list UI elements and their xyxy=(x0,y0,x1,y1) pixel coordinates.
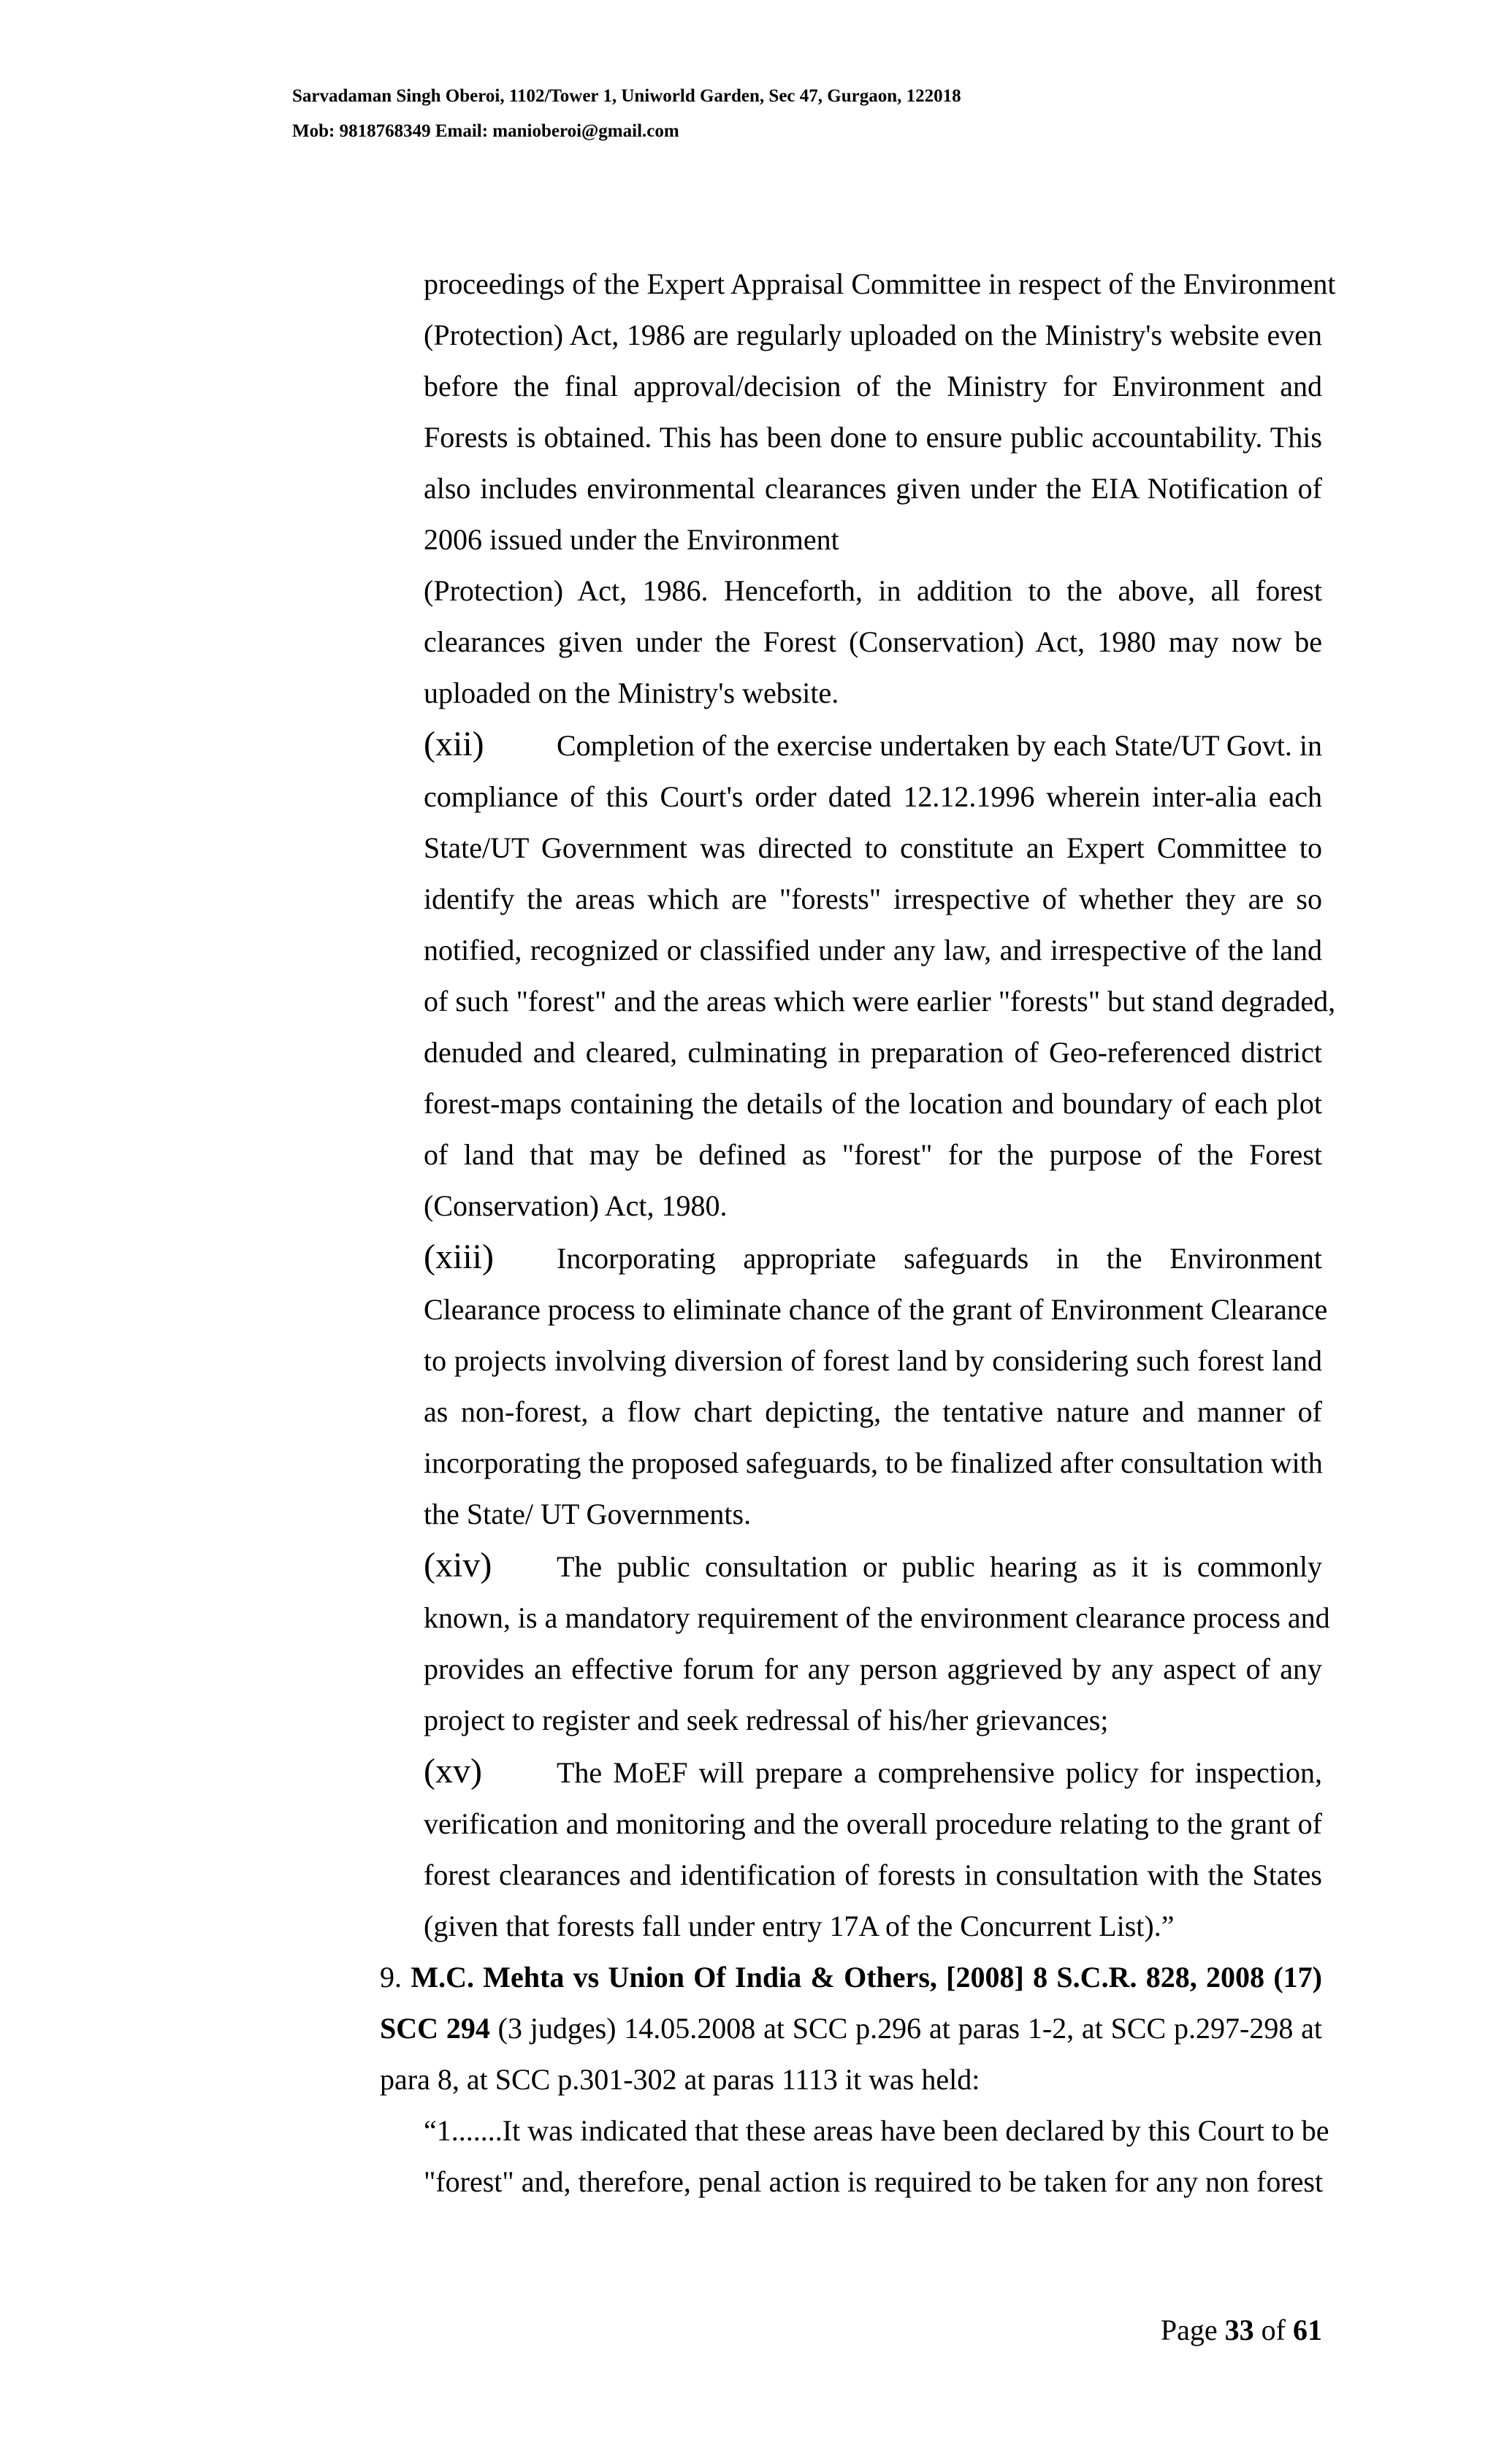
body-line: project to register and seek redressal of his/her grievances; xyxy=(424,1704,1109,1736)
body-line: as non-forest, a flow chart depicting, the tentative nature and manner of xyxy=(424,1395,1322,1428)
item-number: (xiv) xyxy=(424,1546,492,1584)
current-page: 33 xyxy=(1224,2314,1254,2346)
body-line: notified, recognized or classified under any law, and irrespective of the land xyxy=(424,934,1322,966)
body-line: known, is a mandatory requirement of the environment clearance process and xyxy=(424,1601,1330,1634)
item-first-line: Completion of the exercise undertaken by each State/UT Govt. in xyxy=(557,729,1322,762)
body-line: incorporating the proposed safeguards, to be finalized after consultation with xyxy=(424,1446,1323,1479)
body-line: 2006 issued under the Environment xyxy=(424,523,839,556)
body-line: to projects involving diversion of forest land by considering such forest land xyxy=(424,1344,1322,1377)
body-line: (Conservation) Act, 1980. xyxy=(424,1189,728,1222)
body-line: of such "forest" and the areas which were earlier "forests" but stand degraded, xyxy=(424,985,1336,1018)
total-pages: 61 xyxy=(1293,2314,1322,2346)
body-line: (Protection) Act, 1986 are regularly uploaded on the Ministry's website even xyxy=(424,319,1322,351)
case-title: M.C. Mehta vs Union Of India & Others, [2008] 8 S.C.R. 828, 2008 (17) xyxy=(411,1961,1322,1994)
body-line: proceedings of the Expert Appraisal Committee in respect of the Environment xyxy=(424,267,1336,300)
page-label: Page xyxy=(1160,2314,1225,2346)
body-line: verification and monitoring and the overall procedure relating to the grant of xyxy=(424,1807,1322,1840)
item-first-line: The public consultation or public hearing as it is commonly xyxy=(557,1550,1322,1583)
item-first-line: The MoEF will prepare a comprehensive policy for inspection, xyxy=(557,1756,1322,1789)
body-line: para 8, at SCC p.301-302 at paras 1113 it was held: xyxy=(380,2063,980,2096)
header-address: Sarvadaman Singh Oberoi, 1102/Tower 1, Uniworld Garden, Sec 47, Gurgaon, 122018 xyxy=(292,86,961,106)
header-contact: Mob: 9818768349 Email: manioberoi@gmail.com xyxy=(292,121,679,141)
body-line: clearances given under the Forest (Conservation) Act, 1980 may now be xyxy=(424,625,1322,658)
item-number: (xii) xyxy=(424,725,484,763)
case-number: 9. xyxy=(380,1961,411,1994)
body-line: State/UT Government was directed to constitute an Expert Committee to xyxy=(424,831,1322,864)
body-line: of land that may be defined as "forest" for the purpose of the Forest xyxy=(424,1138,1322,1171)
body-line: forest clearances and identification of forests in consultation with the States xyxy=(424,1858,1322,1891)
quote-line: "forest" and, therefore, penal action is required to be taken for any non forest xyxy=(424,2165,1324,2198)
item-number: (xv) xyxy=(424,1752,482,1790)
body-line: Forests is obtained. This has been done to ensure public accountability. This xyxy=(424,421,1322,454)
quote-line: “1.......It was indicated that these areas have been declared by this Court to be xyxy=(424,2114,1329,2147)
body-line: denuded and cleared, culminating in preparation of Geo-referenced district xyxy=(424,1036,1322,1069)
body-line: (Protection) Act, 1986. Henceforth, in addition to the above, all forest xyxy=(424,574,1322,607)
body-line: (given that forests fall under entry 17A of the Concurrent List).” xyxy=(424,1910,1175,1942)
item-first-line: Incorporating appropriate safeguards in the Environment xyxy=(557,1242,1322,1275)
body-line: identify the areas which are "forests" irrespective of whether they are so xyxy=(424,882,1322,915)
page-number xyxy=(1161,2313,1322,2348)
case-citation-line xyxy=(380,2011,1322,2046)
body-line: the State/ UT Governments. xyxy=(424,1498,752,1530)
case-cite-bold: SCC 294 xyxy=(380,2012,490,2045)
body-line: provides an effective forum for any person aggrieved by any aspect of any xyxy=(424,1652,1322,1685)
body-line: uploaded on the Ministry's website. xyxy=(424,676,839,709)
body-line: before the final approval/decision of the Ministry for Environment and xyxy=(424,370,1322,403)
body-line: also includes environmental clearances given under the EIA Notification of xyxy=(424,472,1322,505)
body-line: compliance of this Court's order dated 12.12.1996 wherein inter-alia each xyxy=(424,780,1322,813)
case-citation-heading xyxy=(380,1960,1322,1995)
body-line: Clearance process to eliminate chance of the grant of Environment Clearance xyxy=(424,1293,1328,1326)
body-line: forest-maps containing the details of the location and boundary of each plot xyxy=(424,1087,1322,1120)
item-number: (xiii) xyxy=(424,1237,494,1276)
case-cite-text: (3 judges) 14.05.2008 at SCC p.296 at paras 1-2, at SCC p.297-298 at xyxy=(489,2012,1322,2045)
page-of: of xyxy=(1253,2314,1293,2346)
